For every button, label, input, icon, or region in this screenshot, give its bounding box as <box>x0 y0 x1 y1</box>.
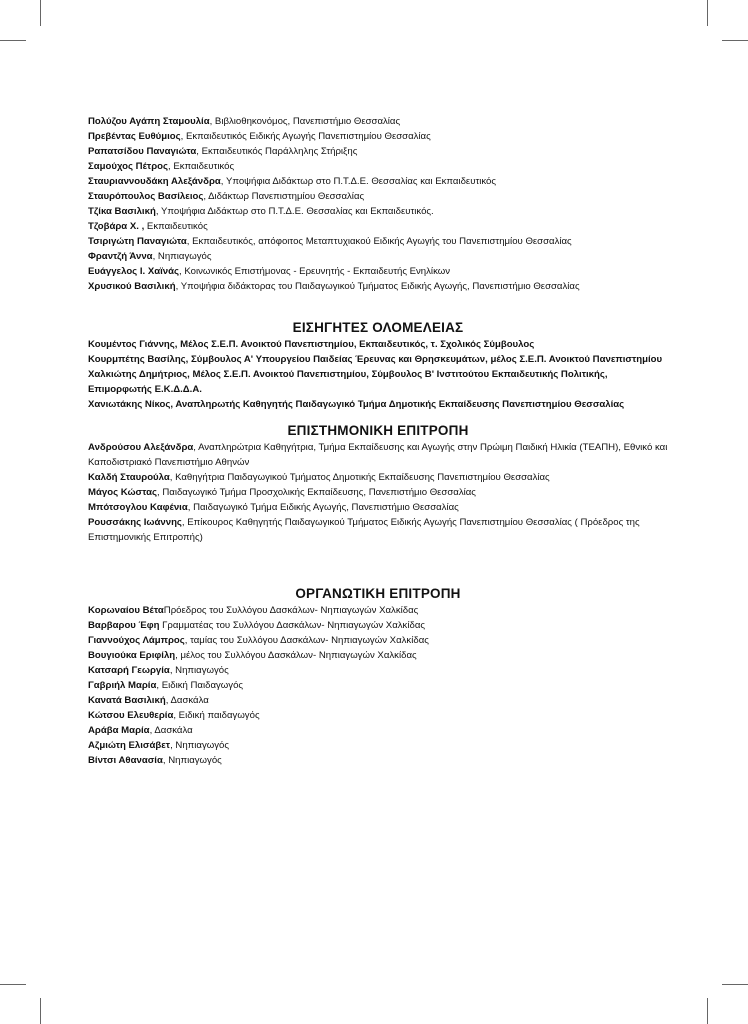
list-item: Πολύζου Αγάπη Σταμουλία, Βιβλιοθηκονόμος, Πανεπιστήμιο Θεσσαλίας <box>88 116 401 127</box>
list-item: Καλδή Σταυρούλα, Καθηγήτρια Παιδαγωγικού Τμήματος Δημοτικής Εκπαίδευσης Πανεπιστημίου Θεσσαλίας <box>88 472 550 483</box>
list-item: Μάγος Κώστας, Παιδαγωγικό Τμήμα Προσχολικής Εκπαίδευσης, Πανεπιστήμιο Θεσσαλίας <box>88 487 476 498</box>
list-item: Κουρμπέτης Βασίλης, Σύμβουλος Α' Υπουργείου Παιδείας Έρευνας και Θρησκευμάτων, μέλος Σ.Ε.Π. Ανοικτού Πανεπιστημίου <box>88 354 663 365</box>
plenary-section <box>88 319 668 412</box>
list-item: Ευάγγελος Ι. Χαϊνάς, Κοινωνικός Επιστήμονας - Ερευνητής - Εκπαιδευτής Ενηλίκων <box>88 266 451 277</box>
list-item: Αζμιώτη Ελισάβετ, Νηπιαγωγός <box>88 740 230 751</box>
list-item: Βίντσι Αθανασία, Νηπιαγωγός <box>88 755 222 766</box>
list-item: Τσιριγώτη Παναγιώτα, Εκπαιδευτικός, απόφοιτος Μεταπτυχιακού Ειδικής Αγωγής του Πανεπιστημίου Θεσσαλίας <box>88 236 572 247</box>
list-item: Φραντζή Άννα, Νηπιαγωγός <box>88 251 212 262</box>
scientific-committee-section <box>88 422 668 545</box>
list-item: Κουμέντος Γιάννης, Μέλος Σ.Ε.Π. Ανοικτού Πανεπιστημίου, Εκπαιδευτικός, τ. Σχολικός Σύμβουλος <box>88 339 535 350</box>
list-item: Χανιωτάκης Νίκος, Αναπληρωτής Καθηγητής Παιδαγωγικό Τμήμα Δημοτικής Εκπαίδευσης Πανεπιστημίου Θεσσαλίας <box>88 399 625 410</box>
list-item: Σταυρόπουλος Βασίλειος, Διδάκτωρ Πανεπιστημίου Θεσσαλίας <box>88 191 365 202</box>
crop-mark <box>707 0 708 26</box>
list-item: Σαμούχος Πέτρος, Εκπαιδευτικός <box>88 161 235 172</box>
crop-mark <box>0 984 26 985</box>
list-item: Σταυριαννουδάκη Αλεξάνδρα, Υποψήφια Διδάκτωρ στο Π.Τ.Δ.Ε. Θεσσαλίας και Εκπαιδευτικός <box>88 176 497 187</box>
list-item: Τζοβάρα Χ. , Εκπαιδευτικός <box>88 221 208 232</box>
organizing-committee-section <box>88 585 668 768</box>
list-item: Ανδρούσου Αλεξάνδρα, Αναπληρώτρια Καθηγήτρια, Τμήμα Εκπαίδευσης και Αγωγής στην Πρώιμη Παιδική Ηλικία (ΤΕΑΠΗ), Εθνικό και Καποδιστριακό Πανεπιστήμιο Αθηνών <box>88 442 668 468</box>
list-item: Βαρβαρου Έφη Γραμματέας του Συλλόγου Δασκάλων- Νηπιαγωγών Χαλκίδας <box>88 620 425 631</box>
list-item: Μπότσογλου Καφένια, Παιδαγωγικό Τμήμα Ειδικής Αγωγής, Πανεπιστήμιο Θεσσαλίας <box>88 502 459 513</box>
list-item: Γαβριήλ Μαρία, Ειδική Παιδαγωγός <box>88 680 244 691</box>
participants-list <box>88 114 668 294</box>
list-item: Χαλκιώτης Δημήτριος, Μέλος Σ.Ε.Π. Ανοικτού Πανεπιστημίου, Σύμβουλος Β' Ινστιτούτου Εκπαιδευτικής Πολιτικής, Επιμορφωτής Ε.Κ.Δ.Δ.Α. <box>88 369 608 395</box>
section-heading: ΕΠΙΣΤΗΜΟΝΙΚΗ ΕΠΙΤΡΟΠΗ <box>287 423 469 438</box>
crop-mark <box>722 40 748 41</box>
list-item: Βουγιούκα Εριφίλη, μέλος του Συλλόγου Δασκάλων- Νηπιαγωγών Χαλκίδας <box>88 650 417 661</box>
crop-mark <box>707 998 708 1024</box>
section-heading: ΟΡΓΑΝΩΤΙΚΗ ΕΠΙΤΡΟΠΗ <box>295 586 461 601</box>
list-item: Ραπατσίδου Παναγιώτα, Εκπαιδευτικός Παράλληλης Στήριξης <box>88 146 358 157</box>
list-item: Πρεβέντας Ευθύμιος, Εκπαιδευτικός Ειδικής Αγωγής Πανεπιστημίου Θεσσαλίας <box>88 131 431 142</box>
list-item: Τζίκα Βασιλική, Υποψήφια Διδάκτωρ στο Π.Τ.Δ.Ε. Θεσσαλίας και Εκπαιδευτικός. <box>88 206 434 217</box>
section-heading: ΕΙΣΗΓΗΤΕΣ ΟΛΟΜΕΛΕΙΑΣ <box>292 320 464 335</box>
list-item: Γιαννούχος Λάμπρος, ταμίας του Συλλόγου Δασκάλων- Νηπιαγωγών Χαλκίδας <box>88 635 429 646</box>
list-item: Ρουσσάκης Ιωάννης, Επίκουρος Καθηγητής Παιδαγωγικού Τμήματος Ειδικής Αγωγής Πανεπιστημίου Θεσσαλίας ( Πρόεδρος της Επιστημονικής Επιτροπής) <box>88 517 640 543</box>
list-item: Χρυσικού Βασιλική, Υποψήφια διδάκτορας του Παιδαγωγικού Τμήματος Ειδικής Αγωγής, Πανεπιστήμιο Θεσσαλίας <box>88 281 580 292</box>
list-item: Κορωναίου ΒέταΠρόεδρος του Συλλόγου Δασκάλων- Νηπιαγωγών Χαλκίδας <box>88 605 419 616</box>
crop-mark <box>0 40 26 41</box>
crop-mark <box>722 984 748 985</box>
crop-mark <box>40 998 41 1024</box>
list-item: Κατσαρή Γεωργία, Νηπιαγωγός <box>88 665 229 676</box>
document-body <box>88 114 668 768</box>
list-item: Αράβα Μαρία, Δασκάλα <box>88 725 193 736</box>
list-item: Κανατά Βασιλική, Δασκάλα <box>88 695 209 706</box>
crop-mark <box>40 0 41 26</box>
list-item: Κώτσου Ελευθερία, Ειδική παιδαγωγός <box>88 710 260 721</box>
